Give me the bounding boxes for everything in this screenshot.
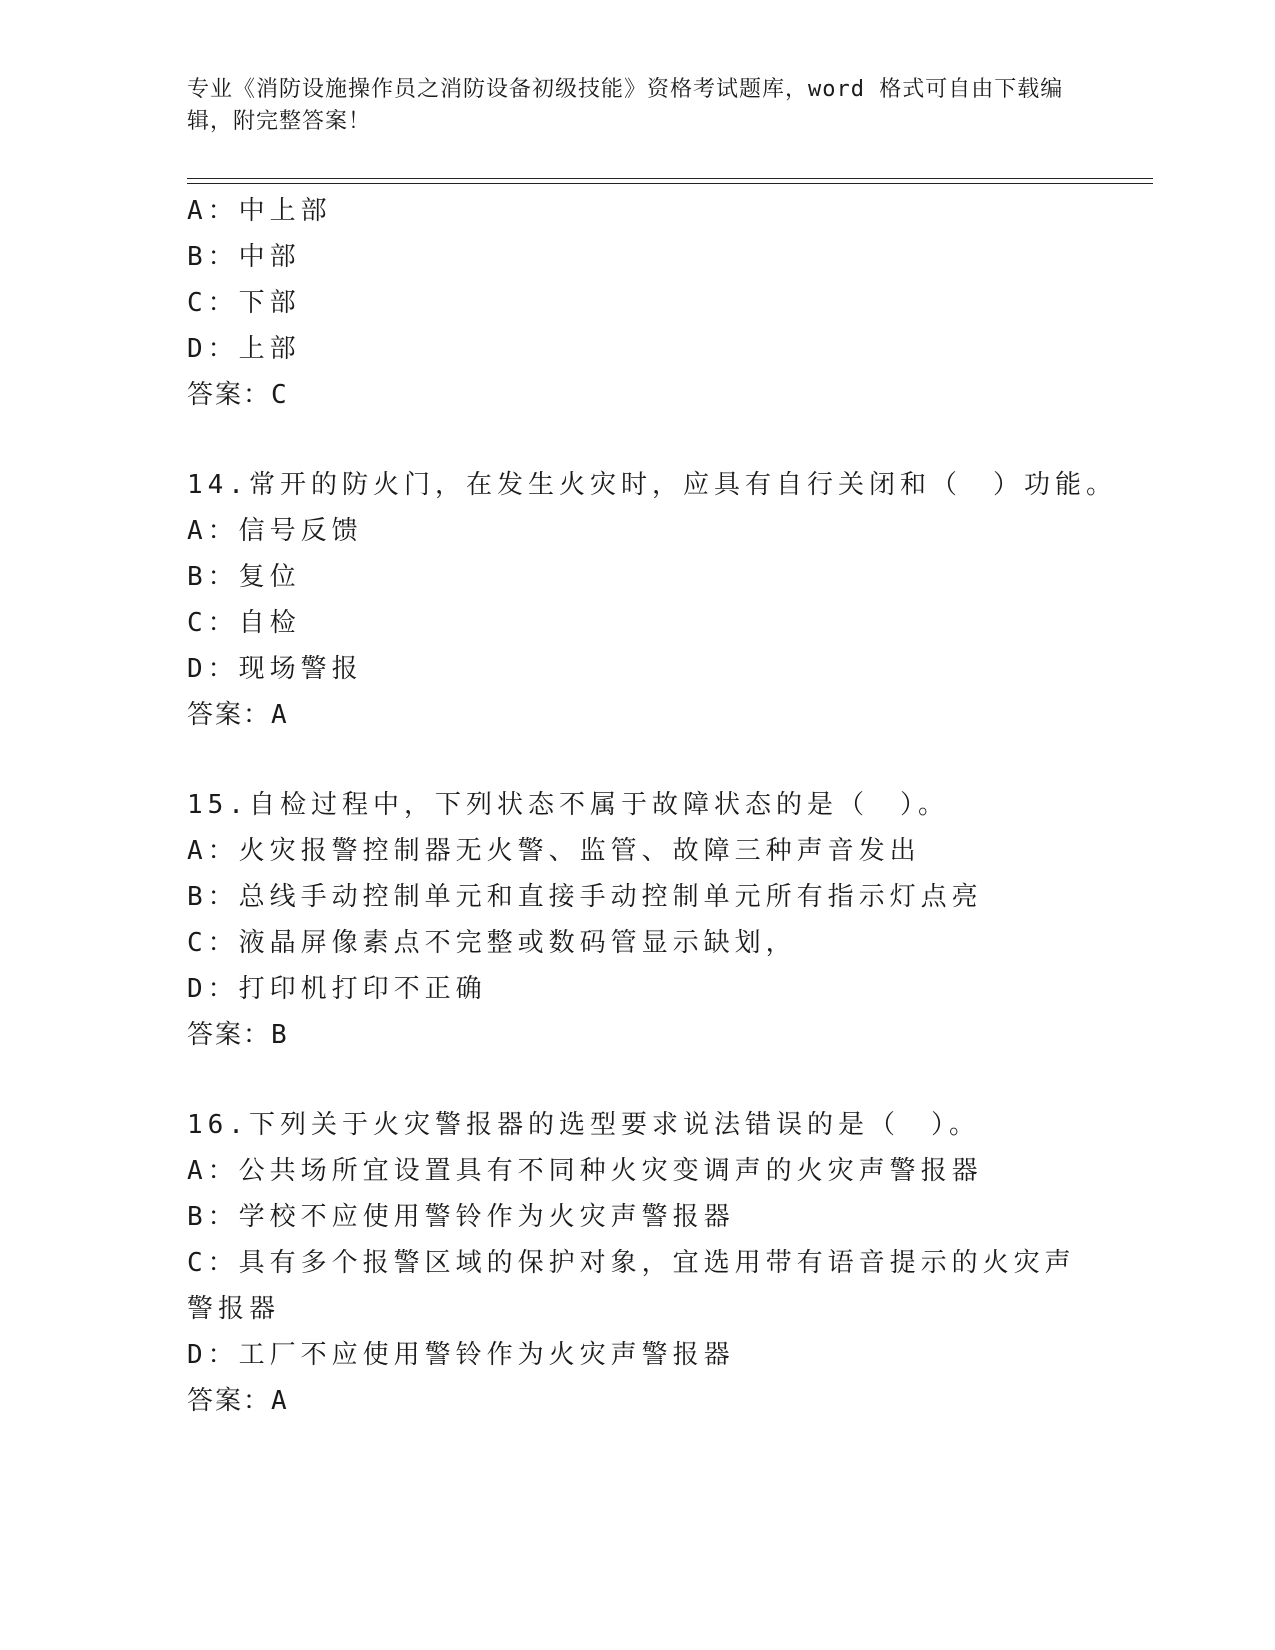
option-d: D：工厂不应使用警铃作为火灾声警报器 bbox=[187, 1340, 735, 1370]
question-list bbox=[187, 188, 1117, 1424]
option-a: A：公共场所宜设置具有不同种火灾变调声的火灾声警报器 bbox=[187, 1156, 983, 1186]
option-c: C：液晶屏像素点不完整或数码管显示缺划， bbox=[187, 928, 797, 958]
option-c: C：具有多个报警区域的保护对象，宜选用带有语音提示的火灾声警报器 bbox=[187, 1248, 1076, 1324]
answer-line: 答案：A bbox=[187, 700, 289, 730]
answer-line: 答案：A bbox=[187, 1386, 289, 1416]
answer-line: 答案：B bbox=[187, 1020, 289, 1050]
option-a: A：信号反馈 bbox=[187, 516, 363, 546]
document-header: 专业《消防设施操作员之消防设备初级技能》资格考试题库，word 格式可自由下载编辑，附完整答案！ bbox=[187, 77, 1064, 134]
option-d: D：上部 bbox=[187, 334, 301, 364]
option-b: B：中部 bbox=[187, 242, 301, 272]
question-text: 14.常开的防火门，在发生火灾时，应具有自行关闭和（ ）功能。 bbox=[187, 470, 1117, 500]
option-b: B：学校不应使用警铃作为火灾声警报器 bbox=[187, 1202, 735, 1232]
option-b: B：总线手动控制单元和直接手动控制单元所有指示灯点亮 bbox=[187, 882, 983, 912]
question-text: 16.下列关于火灾警报器的选型要求说法错误的是（ ）。 bbox=[187, 1110, 980, 1140]
answer-line: 答案：C bbox=[187, 380, 289, 410]
header-rule-top bbox=[187, 178, 1153, 179]
option-b: B：复位 bbox=[187, 562, 301, 592]
question-block-14 bbox=[187, 462, 1117, 738]
option-a: A：火灾报警控制器无火警、监管、故障三种声音发出 bbox=[187, 836, 921, 866]
option-a: A：中上部 bbox=[187, 196, 332, 226]
option-c: C：自检 bbox=[187, 608, 301, 638]
question-block-16 bbox=[187, 1102, 1087, 1424]
question-block-13 bbox=[187, 188, 1087, 418]
question-block-15 bbox=[187, 782, 1087, 1058]
option-d: D：打印机打印不正确 bbox=[187, 974, 487, 1004]
option-c: C：下部 bbox=[187, 288, 301, 318]
option-d: D：现场警报 bbox=[187, 654, 363, 684]
question-text: 15.自检过程中，下列状态不属于故障状态的是（ ）。 bbox=[187, 790, 949, 820]
header-rule-bottom bbox=[187, 183, 1153, 184]
